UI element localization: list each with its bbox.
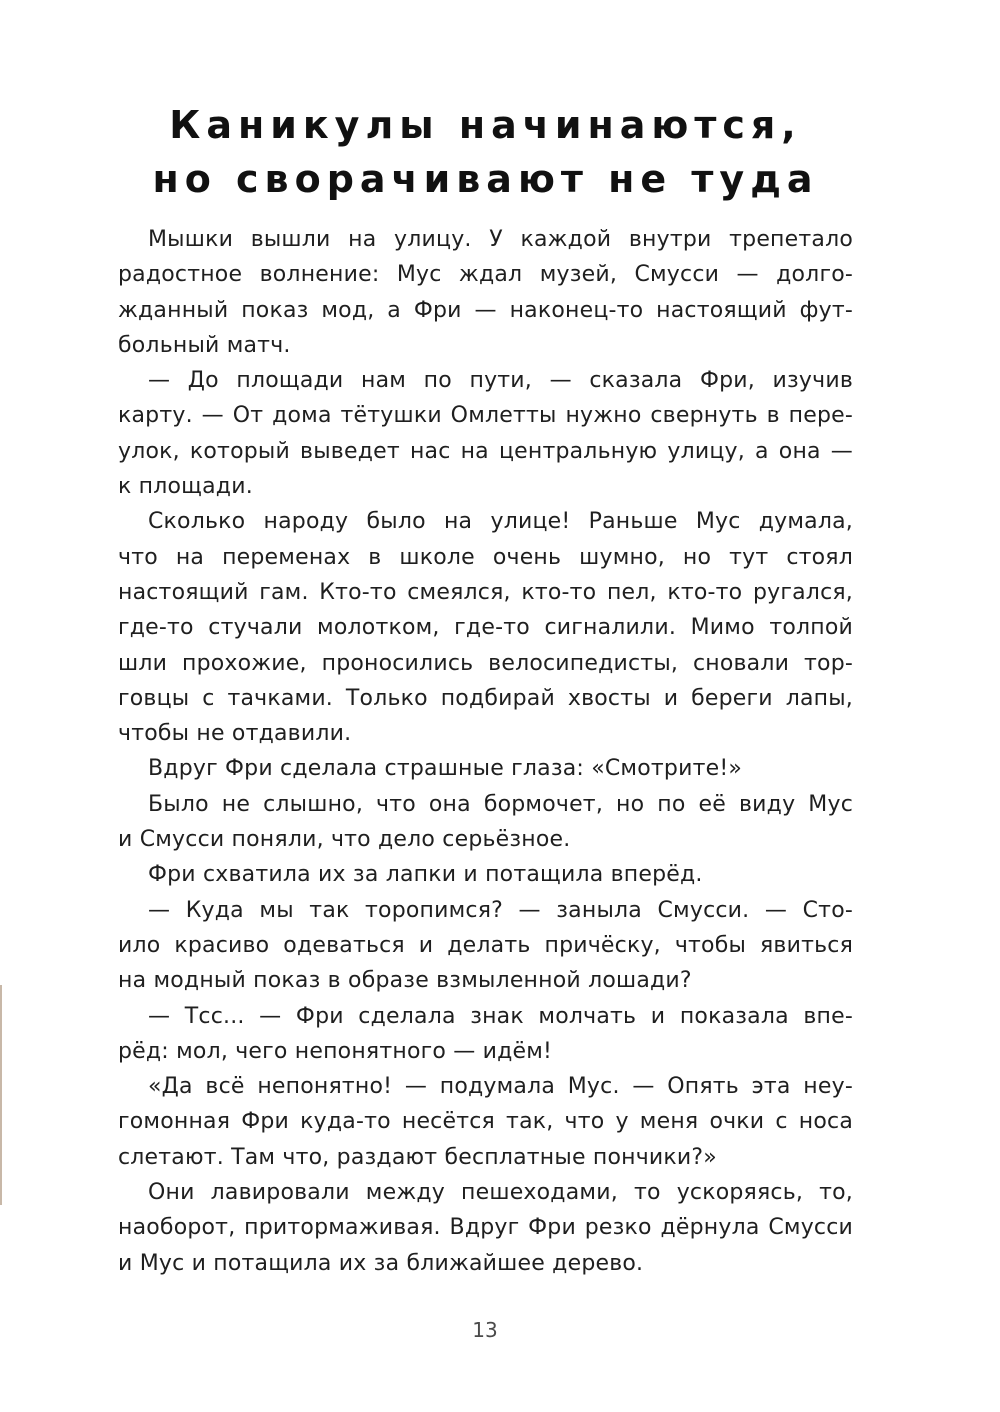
paragraph — [118, 1069, 853, 1175]
text-line: Фри схватила их за лапки и потащила вперёд. — [148, 862, 703, 888]
text-line: «Да всё непонятно! — подумала Мус. — Опять эта неу- — [148, 1074, 853, 1100]
page-number: 13 — [472, 1318, 498, 1342]
text-line: жданный показ мод, а Фри — наконец-то настоящий фут- — [118, 297, 853, 323]
chapter-title-line-1: Каникулы начинаются, — [169, 103, 802, 147]
paragraph — [118, 363, 853, 504]
chapter-body — [118, 222, 853, 1281]
chapter-title — [118, 98, 853, 206]
text-line: чтобы не отдавили. — [118, 721, 352, 747]
text-line: — До площади нам по пути, — сказала Фри, изучив — [148, 368, 853, 394]
text-line: Вдруг Фри сделала страшные глаза: «Смотрите!» — [148, 756, 742, 782]
paragraph — [118, 504, 853, 751]
paragraph — [118, 999, 853, 1070]
text-line: Мышки вышли на улицу. У каждой внутри трепетало — [148, 227, 853, 252]
chapter-title-line-2: но сворачивают не туда — [152, 157, 819, 201]
text-line: и Мус и потащила их за ближайшее дерево. — [118, 1250, 644, 1276]
text-line: Они лавировали между пешеходами, то ускоряясь, то, — [148, 1180, 853, 1206]
paragraph — [118, 787, 853, 858]
text-line: настоящий гам. Кто-то смеялся, кто-то пел, кто-то ругался, — [118, 579, 853, 605]
paragraph — [118, 893, 853, 999]
text-line: и Смусси поняли, что дело серьёзное. — [118, 827, 571, 853]
text-line: где-то стучали молотком, где-то сигналили. Мимо толпой — [118, 615, 853, 641]
text-line: на модный показ в образе взмыленной лошади? — [118, 968, 692, 994]
paragraph — [118, 751, 853, 786]
text-line: — Тсс... — Фри сделала знак молчать и показала впе- — [148, 1003, 853, 1029]
text-line: карту. — От дома тётушки Омлетты нужно свернуть в пере- — [118, 403, 853, 429]
text-line: наоборот, притормаживая. Вдруг Фри резко дёрнула Смусси — [118, 1215, 853, 1241]
text-line: шли прохожие, проносились велосипедисты, сновали тор- — [118, 650, 853, 676]
text-line: что на переменах в школе очень шумно, но тут стоял — [118, 544, 853, 570]
text-line: Сколько народу было на улице! Раньше Мус думала, — [148, 509, 853, 535]
text-line: ило красиво одеваться и делать причёску, чтобы явиться — [118, 932, 853, 958]
paragraph — [118, 222, 853, 363]
text-line: радостное волнение: Мус ждал музей, Смусси — долго- — [118, 262, 853, 288]
text-line: Было не слышно, что она бормочет, но по её виду Мус — [148, 791, 853, 817]
paragraph — [118, 857, 853, 892]
text-line: больный матч. — [118, 332, 291, 358]
text-line: — Куда мы так торопимся? — заныла Смусси. — Сто- — [148, 897, 853, 923]
text-line: к площади. — [118, 474, 253, 500]
text-line: рёд: мол, чего непонятного — идём! — [118, 1038, 553, 1064]
page-edge-mark — [0, 985, 2, 1205]
text-line: гомонная Фри куда-то несётся так, что у меня очки с носа — [118, 1109, 853, 1135]
text-line: говцы с тачками. Только подбирай хвосты и береги лапы, — [118, 685, 853, 711]
paragraph — [118, 1175, 853, 1281]
text-line: слетают. Там что, раздают бесплатные пончики?» — [118, 1144, 717, 1170]
text-line: улок, который выведет нас на центральную улицу, а она — — [118, 438, 853, 464]
